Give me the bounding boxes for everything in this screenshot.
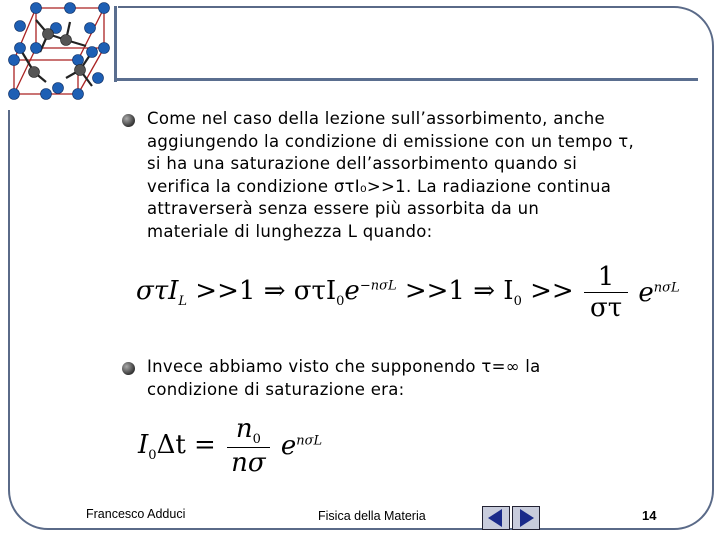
text-line: si ha una saturazione dell’assorbimento quando si: [147, 154, 578, 173]
formula-text: >>1 ⇒ I: [396, 275, 514, 306]
fraction-denominator: στ: [589, 293, 623, 323]
text-line: Invece abbiamo visto che supponendo τ=∞ la: [147, 357, 541, 376]
formula-subscript: 0: [513, 294, 522, 310]
arrow-right-icon: [513, 507, 539, 529]
bullet-icon: [122, 114, 135, 127]
formula-saturation-time: [138, 414, 322, 478]
formula-subscript: L: [178, 294, 188, 310]
fraction-numerator: 1: [584, 262, 628, 293]
text-line: verifica la condizione στI₀>>1. La radiazione continua: [147, 176, 612, 196]
fraction-numerator-subscript: 0: [252, 432, 261, 448]
text-line: materiale di lunghezza L quando:: [147, 221, 433, 241]
title-divider-horizontal: [116, 78, 698, 81]
crystal-lattice-logo: [0, 0, 118, 102]
page-number: 14: [642, 508, 657, 523]
formula-text: στI: [136, 275, 179, 306]
paragraph-infinite-tau: [147, 356, 541, 401]
fraction-numerator: n: [235, 414, 253, 444]
formula-superscript: nσL: [653, 279, 680, 295]
formula-text: I: [138, 429, 149, 460]
paragraph-saturation-condition: [147, 108, 634, 243]
formula-text: >>: [521, 275, 574, 306]
text-line: attraverserà senza essere più assorbita da un: [147, 199, 540, 218]
formula-fraction: [584, 262, 628, 323]
formula-saturation-emission: [136, 262, 680, 323]
nav-previous-button[interactable]: [482, 506, 510, 530]
formula-superscript: nσL: [296, 433, 323, 449]
formula-subscript: 0: [336, 294, 345, 310]
formula-fraction: [227, 414, 270, 478]
nav-next-button[interactable]: [512, 506, 540, 530]
text-line: aggiungendo la condizione di emissione con un tempo τ,: [147, 131, 635, 151]
formula-subscript: 0: [148, 447, 157, 463]
text-line: Come nel caso della lezione sull’assorbimento, anche: [147, 109, 606, 128]
formula-text: e: [344, 275, 360, 306]
formula-text: Δt =: [156, 429, 216, 460]
formula-superscript: −nσL: [359, 278, 397, 294]
formula-text: >>1 ⇒ στI: [187, 275, 337, 306]
formula-text: e: [280, 431, 297, 462]
formula-text: e: [638, 277, 654, 308]
footer-author: Francesco Adduci: [86, 507, 186, 521]
footer-course: Fisica della Materia: [318, 509, 426, 523]
arrow-left-icon: [483, 507, 509, 529]
fraction-denominator: nσ: [231, 448, 266, 479]
bullet-icon: [122, 362, 135, 375]
text-line: condizione di saturazione era:: [147, 379, 405, 399]
